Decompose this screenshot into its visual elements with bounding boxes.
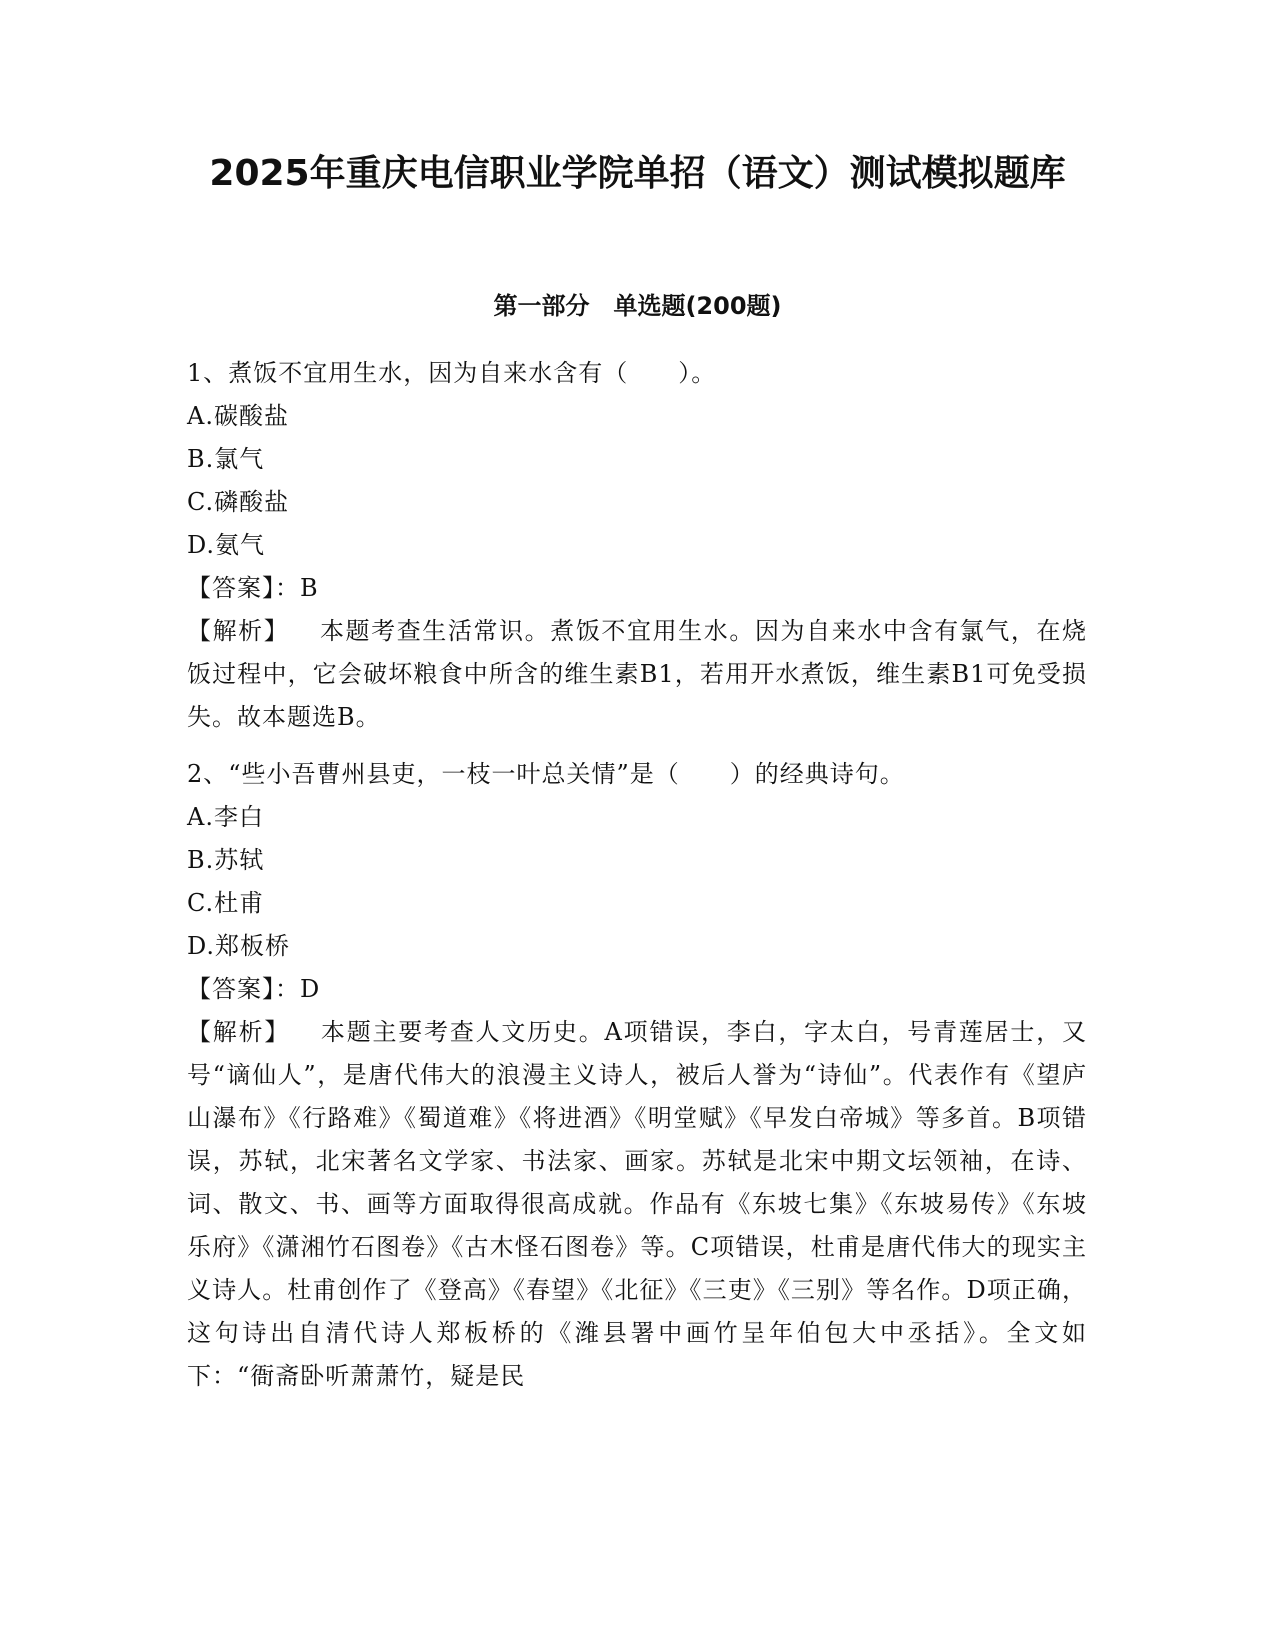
analysis-text: 本题考查生活常识。煮饭不宜用生水。因为自来水中含有氯气，在烧饭过程中，它会破坏粮食中所含的维生素B1，若用开水煮饭，维生素B1可免受损失。故本题选B。: [187, 617, 1088, 731]
answer-value: B: [300, 574, 319, 602]
analysis-label: 【解析】: [187, 617, 290, 645]
answer-label: 【答案】：: [187, 975, 300, 1003]
option-b: B.苏轼: [187, 846, 265, 874]
option-a: A.李白: [187, 803, 264, 831]
question-stem: 2、“些小吾曹州县吏，一枝一叶总关情”是（ ）的经典诗句。: [187, 760, 905, 788]
question-list: [187, 352, 1087, 1412]
option-b: B.氯气: [187, 445, 265, 473]
option-c: C.杜甫: [187, 889, 265, 917]
question-item: [187, 352, 1087, 739]
question-item: [187, 753, 1087, 1398]
analysis-label: 【解析】: [187, 1018, 291, 1046]
answer-line: [187, 567, 1087, 610]
option-a: A.碳酸盐: [187, 402, 289, 430]
question-stem: 1、煮饭不宜用生水，因为自来水含有（ ）。: [187, 359, 717, 387]
option-c: C.磷酸盐: [187, 488, 290, 516]
answer-label: 【答案】：: [187, 574, 300, 602]
analysis-paragraph: [187, 1011, 1087, 1398]
analysis-paragraph: [187, 610, 1087, 739]
answer-line: [187, 968, 1087, 1011]
section-title: 第一部分 单选题(200题): [493, 292, 782, 320]
document-title: 2025年重庆电信职业学院单招（语文）测试模拟题库: [209, 153, 1066, 194]
analysis-text: 本题主要考查人文历史。A项错误，李白，字太白，号青莲居士，又号“谪仙人”，是唐代伟大的浪漫主义诗人，被后人誉为“诗仙”。代表作有《望庐山瀑布》《行路难》《蜀道难》《将进酒》《明堂赋》《早发白帝城》等多首。B项错误，苏轼，北宋著名文学家、书法家、画家。苏轼是北宋中期文坛领袖，在诗、词、散文、书、画等方面取得很高成就。作品有《东坡七集》《东坡易传》《东坡乐府》《潇湘竹石图卷》《古木怪石图卷》等。C项错误，杜甫是唐代伟大的现实主义诗人。杜甫创作了《登高》《春望》《北征》《三吏》《三别》等名作。D项正确，这句诗出自清代诗人郑板桥的《潍县署中画竹呈年伯包大中丞括》。全文如下：“衙斋卧听萧萧竹，疑是民: [187, 1018, 1087, 1390]
option-d: D.氨气: [187, 531, 266, 559]
answer-value: D: [300, 975, 321, 1003]
option-d: D.郑板桥: [187, 932, 291, 960]
